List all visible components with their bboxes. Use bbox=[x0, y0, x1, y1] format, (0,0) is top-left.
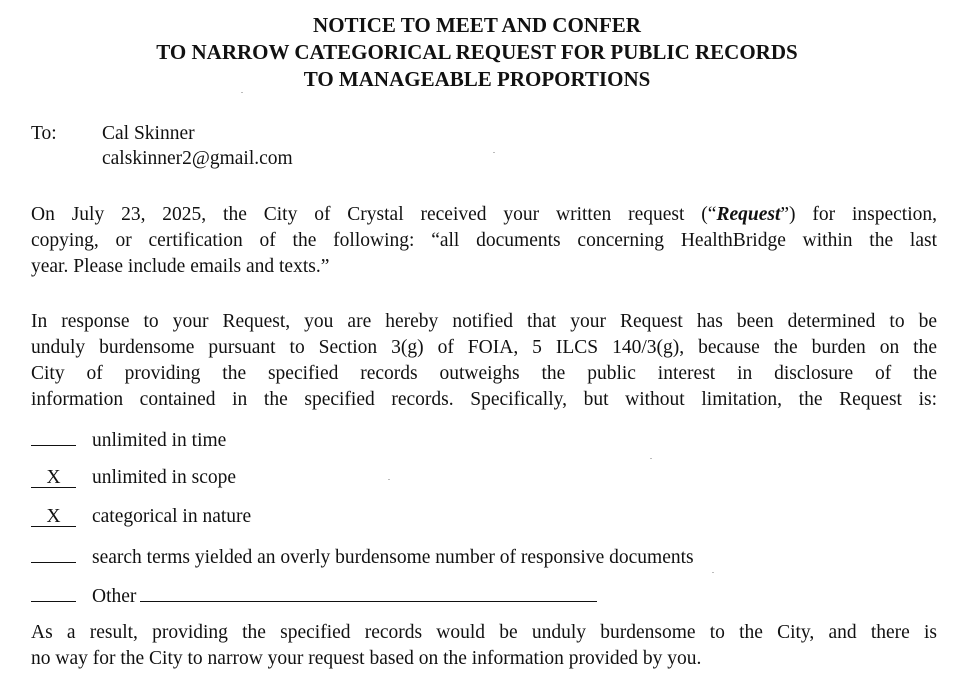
check-blank[interactable] bbox=[31, 543, 76, 563]
response-line-3: City of providing the specified records outweighs the public interest in disclosure of the bbox=[31, 363, 937, 384]
recipient-name: Cal Skinner bbox=[102, 123, 195, 144]
request-line-1-before: On July 23, 2025, the City of Crystal received your written request (“ bbox=[31, 204, 717, 225]
checklist-label: Other bbox=[92, 586, 137, 607]
title-line-3: TO MANAGEABLE PROPORTIONS bbox=[303, 67, 651, 91]
checklist-item-scope bbox=[31, 465, 236, 491]
request-line-1 bbox=[31, 202, 937, 228]
response-line-1: In response to your Request, you are hereby notified that your Request has been determined to be bbox=[31, 311, 937, 332]
checklist-label: categorical in nature bbox=[92, 506, 252, 527]
conclusion-paragraph bbox=[31, 620, 937, 672]
scan-speck bbox=[493, 152, 495, 153]
check-blank[interactable]: X bbox=[31, 468, 76, 488]
checklist-item-search-terms bbox=[31, 543, 694, 571]
conclusion-line-1: As a result, providing the specified records would be unduly burdensome to the City, and there is bbox=[31, 622, 937, 643]
recipient-email: calskinner2@gmail.com bbox=[102, 148, 293, 169]
request-paragraph bbox=[31, 202, 937, 280]
request-line-2: copying, or certification of the following: “all documents concerning HealthBridge within the last bbox=[31, 230, 937, 251]
response-paragraph bbox=[31, 309, 937, 413]
checklist-label: search terms yielded an overly burdensome number of responsive documents bbox=[92, 547, 694, 568]
scan-speck bbox=[388, 479, 390, 480]
checklist-item-categorical bbox=[31, 504, 251, 530]
request-term: Request bbox=[716, 204, 781, 225]
title-line-2: TO NARROW CATEGORICAL REQUEST FOR PUBLIC RECORDS bbox=[156, 40, 798, 64]
scan-speck bbox=[241, 92, 243, 93]
check-blank[interactable] bbox=[31, 426, 76, 446]
request-line-3: year. Please include emails and texts.” bbox=[31, 256, 330, 277]
checklist-item-time bbox=[31, 426, 226, 454]
checklist-label: unlimited in time bbox=[92, 430, 227, 451]
request-line-1-after: ”) for inspection, bbox=[780, 204, 938, 225]
title-line-1: NOTICE TO MEET AND CONFER bbox=[313, 13, 641, 37]
checklist-item-other bbox=[31, 581, 597, 610]
checklist-label: unlimited in scope bbox=[92, 467, 237, 488]
to-label: To: bbox=[31, 123, 57, 144]
check-blank[interactable]: X bbox=[31, 507, 76, 527]
scan-speck bbox=[650, 458, 652, 459]
conclusion-line-2: no way for the City to narrow your request based on the information provided by you. bbox=[31, 648, 702, 669]
response-line-2: unduly burdensome pursuant to Section 3(g) of FOIA, 5 ILCS 140/3(g), because the burden on the bbox=[31, 337, 937, 358]
other-fill-line[interactable] bbox=[140, 581, 597, 602]
check-blank[interactable] bbox=[31, 582, 76, 602]
recipient-block bbox=[102, 121, 293, 171]
response-line-4: information contained in the specified records. Specifically, but without limitation, the Request is: bbox=[31, 389, 937, 410]
notice-title bbox=[0, 12, 954, 93]
scan-speck bbox=[712, 572, 714, 573]
